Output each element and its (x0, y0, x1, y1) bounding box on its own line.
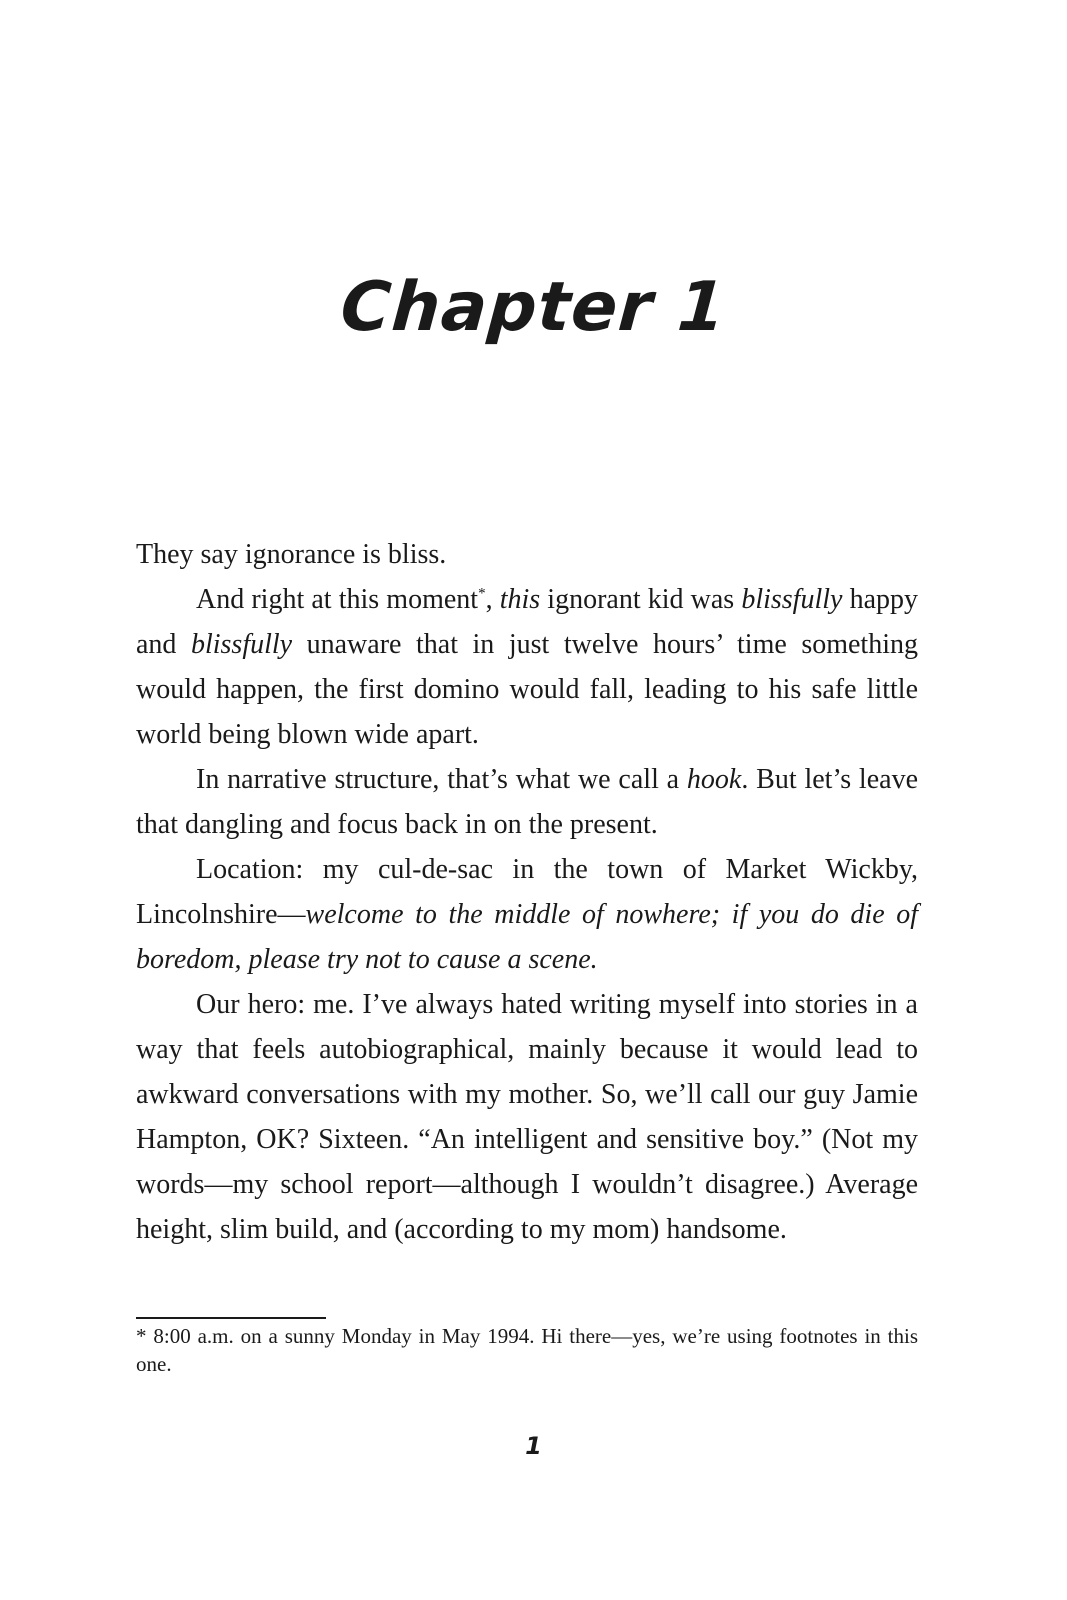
emphasis-text: hook (686, 764, 742, 795)
paragraph-1 (136, 532, 918, 577)
paragraph-2-text: And right at this moment (196, 584, 479, 615)
paragraph-5 (136, 982, 918, 1252)
body-text (136, 532, 918, 1252)
paragraph-1-text: They say ignorance is bliss. (136, 539, 447, 570)
emphasis-text: this (499, 584, 541, 615)
paragraph-5-text: Our hero: me. I’ve always hated writing myself into stories in a way that feels autobiographical, mainly because it would lead to awkward conversations with my mother. So, we’ll call our guy Jamie Hampton, OK? Sixteen. “An intelligent and sensitive boy.” (Not my words—my school report—although I wouldn’t disagree.) Average height, slim build, and (according to my mom) handsome. (136, 989, 918, 1245)
page-number: 1 (525, 1432, 542, 1460)
paragraph-2 (136, 577, 918, 757)
emphasis-text: welcome to the middle of nowhere; if you do die of boredom, please try not to cause a scene. (136, 899, 918, 975)
chapter-title: Chapter 1 (338, 268, 729, 347)
paragraph-2-text: unaware that in just twelve hours’ time something would happen, the first domino would fall, leading to his safe little world being blown wide apart. (136, 629, 918, 750)
paragraph-2-text: happy and (136, 584, 919, 660)
emphasis-text: blissfully (741, 584, 843, 615)
paragraph-4 (136, 847, 918, 982)
paragraph-3-text: In narrative structure, that’s what we call a (196, 764, 687, 795)
footnote (136, 1322, 918, 1378)
footnote-marker: * (136, 1324, 147, 1348)
footnote-divider (136, 1317, 326, 1319)
paragraph-3 (136, 757, 918, 847)
paragraph-2-text: ignorant kid was (540, 584, 742, 615)
emphasis-text: blissfully (190, 629, 293, 660)
footnote-text: 8:00 a.m. on a sunny Monday in May 1994. Hi there—yes, we’re using footnotes in this one. (136, 1324, 919, 1376)
paragraph-4-text: Location: my cul-de-sac in the town of Market Wickby, Lincolnshire— (136, 854, 918, 930)
footnote-reference: * (478, 585, 486, 602)
paragraph-3-text: . But let’s leave that dangling and focus back in on the present. (136, 764, 918, 840)
paragraph-2-text: , (485, 584, 500, 615)
